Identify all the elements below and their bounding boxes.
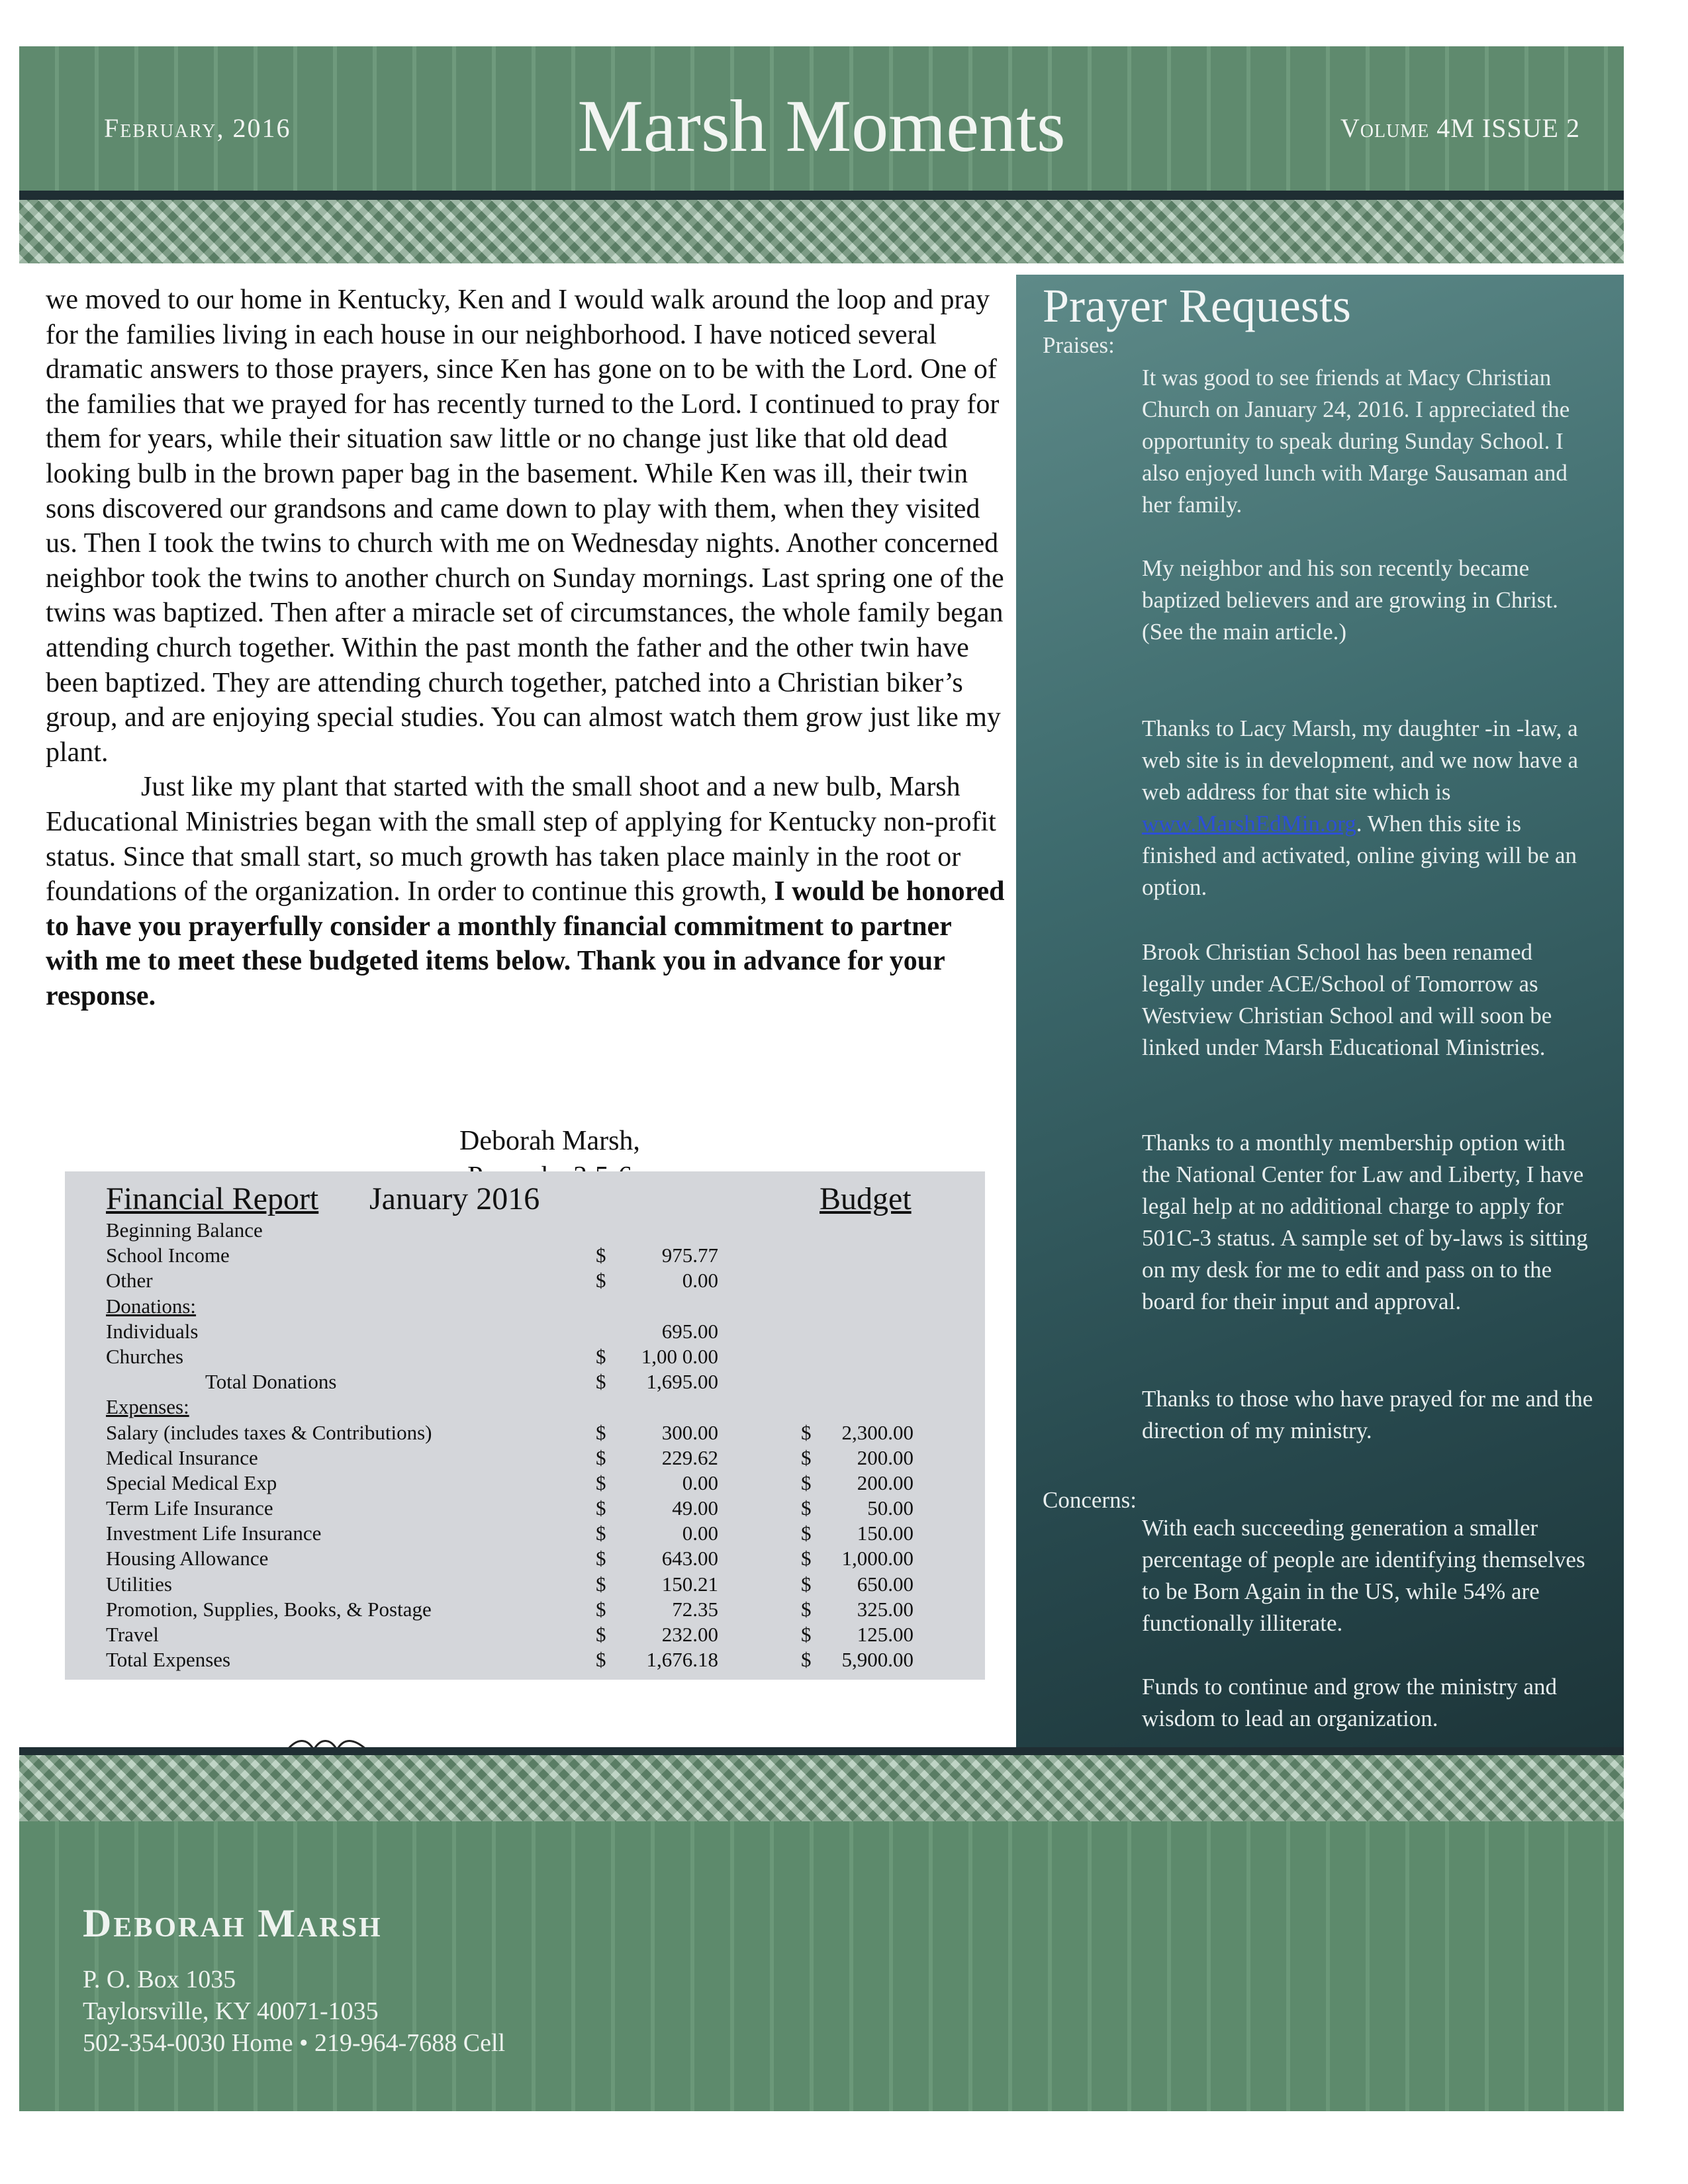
footer-phones: 502-354-0030 Home • 219-964-7688 Cell: [83, 2029, 506, 2057]
header-pattern-band: [19, 200, 1624, 263]
currency-symbol: $: [596, 1623, 606, 1646]
budget-value: 2,300.00: [841, 1420, 914, 1444]
footer-pattern-band: [19, 1755, 1624, 1821]
currency-symbol: $: [801, 1522, 812, 1545]
amount-value: 300.00: [661, 1420, 718, 1444]
financial-row: [106, 1369, 966, 1394]
financial-row: [106, 1344, 966, 1369]
financial-row-label: Other: [106, 1269, 153, 1293]
currency-symbol: $: [596, 1244, 606, 1267]
financial-row-label: Travel: [106, 1623, 159, 1646]
praise-item-4: Brook Christian School has been renamed legally under ACE/School of Tomorrow as Westview Christian School and will soon be linked under Marsh Educational Ministries.: [1142, 939, 1552, 1060]
budget-value: 150.00: [857, 1522, 914, 1545]
financial-row-label: Promotion, Supplies, Books, & Postage: [106, 1597, 432, 1621]
financial-row: [106, 1597, 966, 1622]
amount-value: 150.21: [661, 1572, 718, 1596]
amount-value: 229.62: [661, 1445, 718, 1469]
issue-date: February, 2016: [104, 113, 291, 143]
prayer-requests-sidebar: [1016, 275, 1624, 1747]
financial-row: [106, 1572, 966, 1597]
financial-report-budget-header: Budget: [820, 1181, 912, 1216]
amount-value: 0.00: [682, 1471, 718, 1494]
currency-symbol: $: [801, 1420, 812, 1444]
footer-divider: [19, 1747, 1624, 1755]
financial-report-rows: [106, 1218, 966, 1672]
currency-symbol: $: [596, 1269, 606, 1293]
concern-item-1: With each succeeding generation a smaller percentage of people are identifying themselves to be Born Again in the US, while 54% are functionally illiterate.: [1142, 1515, 1585, 1636]
financial-row-label: Churches: [106, 1344, 184, 1368]
footer: [19, 1821, 1624, 2111]
signature-name: Deborah Marsh,: [459, 1126, 640, 1156]
financial-row: [106, 1243, 966, 1268]
main-article-column: [46, 283, 1006, 1156]
financial-row-label: Donations:: [106, 1294, 197, 1318]
article-paragraph-1: we moved to our home in Kentucky, Ken and I would walk around the loop and pray for the families living in each house in our neighborhood. I have noticed several dramatic answers to those prayers, since Ken has gone on to be with the Lord. One of the families that we prayed for has recently turned to the Lord. I continued to pray for them for years, while their situation saw little or no change just like that old dead looking bulb in the brown paper bag in the basement. While Ken was ill, their twin sons discovered our grandsons and came down to play with them, when they visited us. Then I took the twins to church with me on Wednesday nights. Another concerned neighbor took the twins to another church on Sunday mornings. Last spring one of the twins was baptized. Then after a miracle set of circumstances, the whole family began attending church together. Within the past month the father and the other twin have been baptized. They are attending church together, patched into a Christian biker’s group, and are enjoying special studies. You can almost watch them grow just like my plant.: [46, 285, 1004, 768]
financial-row: [106, 1268, 966, 1293]
sidebar-title: Prayer Requests: [1043, 279, 1351, 332]
amount-value: 643.00: [661, 1547, 718, 1570]
financial-row-label: Medical Insurance: [106, 1445, 258, 1469]
financial-row: [106, 1420, 966, 1445]
financial-row: [106, 1471, 966, 1496]
footer-name: Deborah Marsh: [83, 1901, 383, 1945]
financial-row: [106, 1496, 966, 1521]
currency-symbol: $: [596, 1597, 606, 1621]
currency-symbol: $: [596, 1496, 606, 1520]
financial-row-label: Housing Allowance: [106, 1547, 269, 1570]
amount-value: 1,676.18: [646, 1648, 718, 1672]
header-divider: [19, 191, 1624, 200]
financial-row: [106, 1647, 966, 1672]
article-paragraph-2-text: Just like my plant that started with the small shoot and a new bulb, Marsh Educational Ministries began with the small step of applying for Kentucky non-profit status. Since that small start, so much growth has taken place mainly in the root or foundations of the organization. In order to continue this growth,: [46, 772, 996, 907]
currency-symbol: $: [596, 1547, 606, 1570]
financial-row: [106, 1521, 966, 1546]
footer-city: Taylorsville, KY 40071-1035: [83, 1997, 379, 2025]
praise-item-1: It was good to see friends at Macy Christian Church on January 24, 2016. I appreciated the opportunity to speak during Sunday School. I also enjoyed lunch with Marge Sausaman and her family.: [1142, 365, 1570, 518]
article-body: [46, 283, 1006, 1013]
financial-row-label: Beginning Balance: [106, 1218, 263, 1242]
praise-item-3: [1142, 713, 1599, 903]
currency-symbol: $: [596, 1522, 606, 1545]
amount-value: 72.35: [672, 1597, 718, 1621]
budget-value: 200.00: [857, 1445, 914, 1469]
financial-row-label: Special Medical Exp: [106, 1471, 277, 1494]
financial-row: [106, 1445, 966, 1471]
budget-value: 1,000.00: [841, 1547, 914, 1570]
financial-row: [106, 1546, 966, 1571]
financial-report-title: Financial Report: [106, 1181, 319, 1216]
article-paragraph-2-appeal: I would be honored to have you prayerfully consider a monthly financial commitment to partner with me to meet these budgeted items below. Thank you in advance for your response.: [46, 876, 1005, 1011]
volume-issue: Volume 4M ISSUE 2: [1340, 113, 1580, 143]
concerns-label: Concerns:: [1043, 1487, 1137, 1513]
concern-item-2: Funds to continue and grow the ministry and wisdom to lead an organization.: [1142, 1674, 1558, 1731]
article-paragraph-2: [46, 770, 1006, 1013]
newsletter-title: Marsh Moments: [577, 85, 1066, 167]
financial-row-label: Term Life Insurance: [106, 1496, 273, 1520]
praise-item-6: Thanks to those who have prayed for me and the direction of my ministry.: [1142, 1386, 1593, 1443]
currency-symbol: $: [596, 1445, 606, 1469]
currency-symbol: $: [801, 1445, 812, 1469]
currency-symbol: $: [801, 1597, 812, 1621]
currency-symbol: $: [801, 1623, 812, 1646]
currency-symbol: $: [596, 1572, 606, 1596]
financial-row-label: Individuals: [106, 1319, 199, 1343]
amount-value: 0.00: [682, 1522, 718, 1545]
currency-symbol: $: [801, 1547, 812, 1570]
amount-value: 49.00: [672, 1496, 718, 1520]
praises-label: Praises:: [1043, 332, 1115, 358]
financial-report-month: January 2016: [369, 1181, 540, 1216]
praise-item-2: My neighbor and his son recently became baptized believers and are growing in Christ.(See the main article.): [1142, 555, 1558, 645]
newsletter-page: [19, 46, 1624, 2111]
financial-row: [106, 1319, 966, 1344]
amount-value: 232.00: [661, 1623, 718, 1646]
budget-value: 125.00: [857, 1623, 914, 1646]
budget-value: 325.00: [857, 1597, 914, 1621]
budget-value: 5,900.00: [841, 1648, 914, 1672]
currency-symbol: $: [596, 1471, 606, 1494]
praise-item-3-text-before: Thanks to Lacy Marsh, my daughter -in -law, a web site is in development, and we now have a web address for that site which is: [1142, 715, 1578, 805]
website-link[interactable]: www.MarshEdMin.org: [1142, 811, 1356, 837]
footer-po-box: P. O. Box 1035: [83, 1966, 236, 1993]
financial-row-label: Expenses:: [106, 1395, 189, 1419]
budget-value: 650.00: [857, 1572, 914, 1596]
currency-symbol: $: [596, 1344, 606, 1368]
financial-row-label: School Income: [106, 1244, 230, 1267]
financial-row-label: Salary (includes taxes & Contributions): [106, 1420, 432, 1444]
currency-symbol: $: [596, 1370, 606, 1394]
budget-value: 50.00: [867, 1496, 914, 1520]
masthead: [19, 46, 1624, 191]
currency-symbol: $: [596, 1648, 606, 1672]
currency-symbol: $: [801, 1496, 812, 1520]
currency-symbol: $: [801, 1648, 812, 1672]
financial-row-label: Total Expenses: [106, 1648, 231, 1672]
amount-value: 1,695.00: [646, 1370, 718, 1394]
praise-item-5: Thanks to a monthly membership option with the National Center for Law and Liberty, I have legal help at no additional charge to apply for 501C-3 status. A sample set of by-laws is sitting on my desk for me to edit and pass on to the board for their input and approval.: [1142, 1130, 1588, 1314]
financial-row-label: Total Donations: [205, 1370, 337, 1394]
financial-row: [106, 1294, 966, 1319]
financial-row-label: Utilities: [106, 1572, 172, 1596]
currency-symbol: $: [801, 1471, 812, 1494]
praise-item-3-text-after: . When this site is finished and activated, online giving will be an option.: [1142, 811, 1577, 900]
budget-value: 200.00: [857, 1471, 914, 1494]
amount-value: 975.77: [661, 1244, 718, 1267]
financial-report: [65, 1171, 985, 1680]
financial-row: [106, 1622, 966, 1647]
financial-row: [106, 1218, 966, 1243]
financial-row: [106, 1394, 966, 1420]
currency-symbol: $: [596, 1420, 606, 1444]
amount-value: 0.00: [682, 1269, 718, 1293]
financial-row-label: Investment Life Insurance: [106, 1522, 322, 1545]
currency-symbol: $: [801, 1572, 812, 1596]
amount-value: 1,00 0.00: [641, 1344, 718, 1368]
amount-value: 695.00: [661, 1319, 718, 1343]
